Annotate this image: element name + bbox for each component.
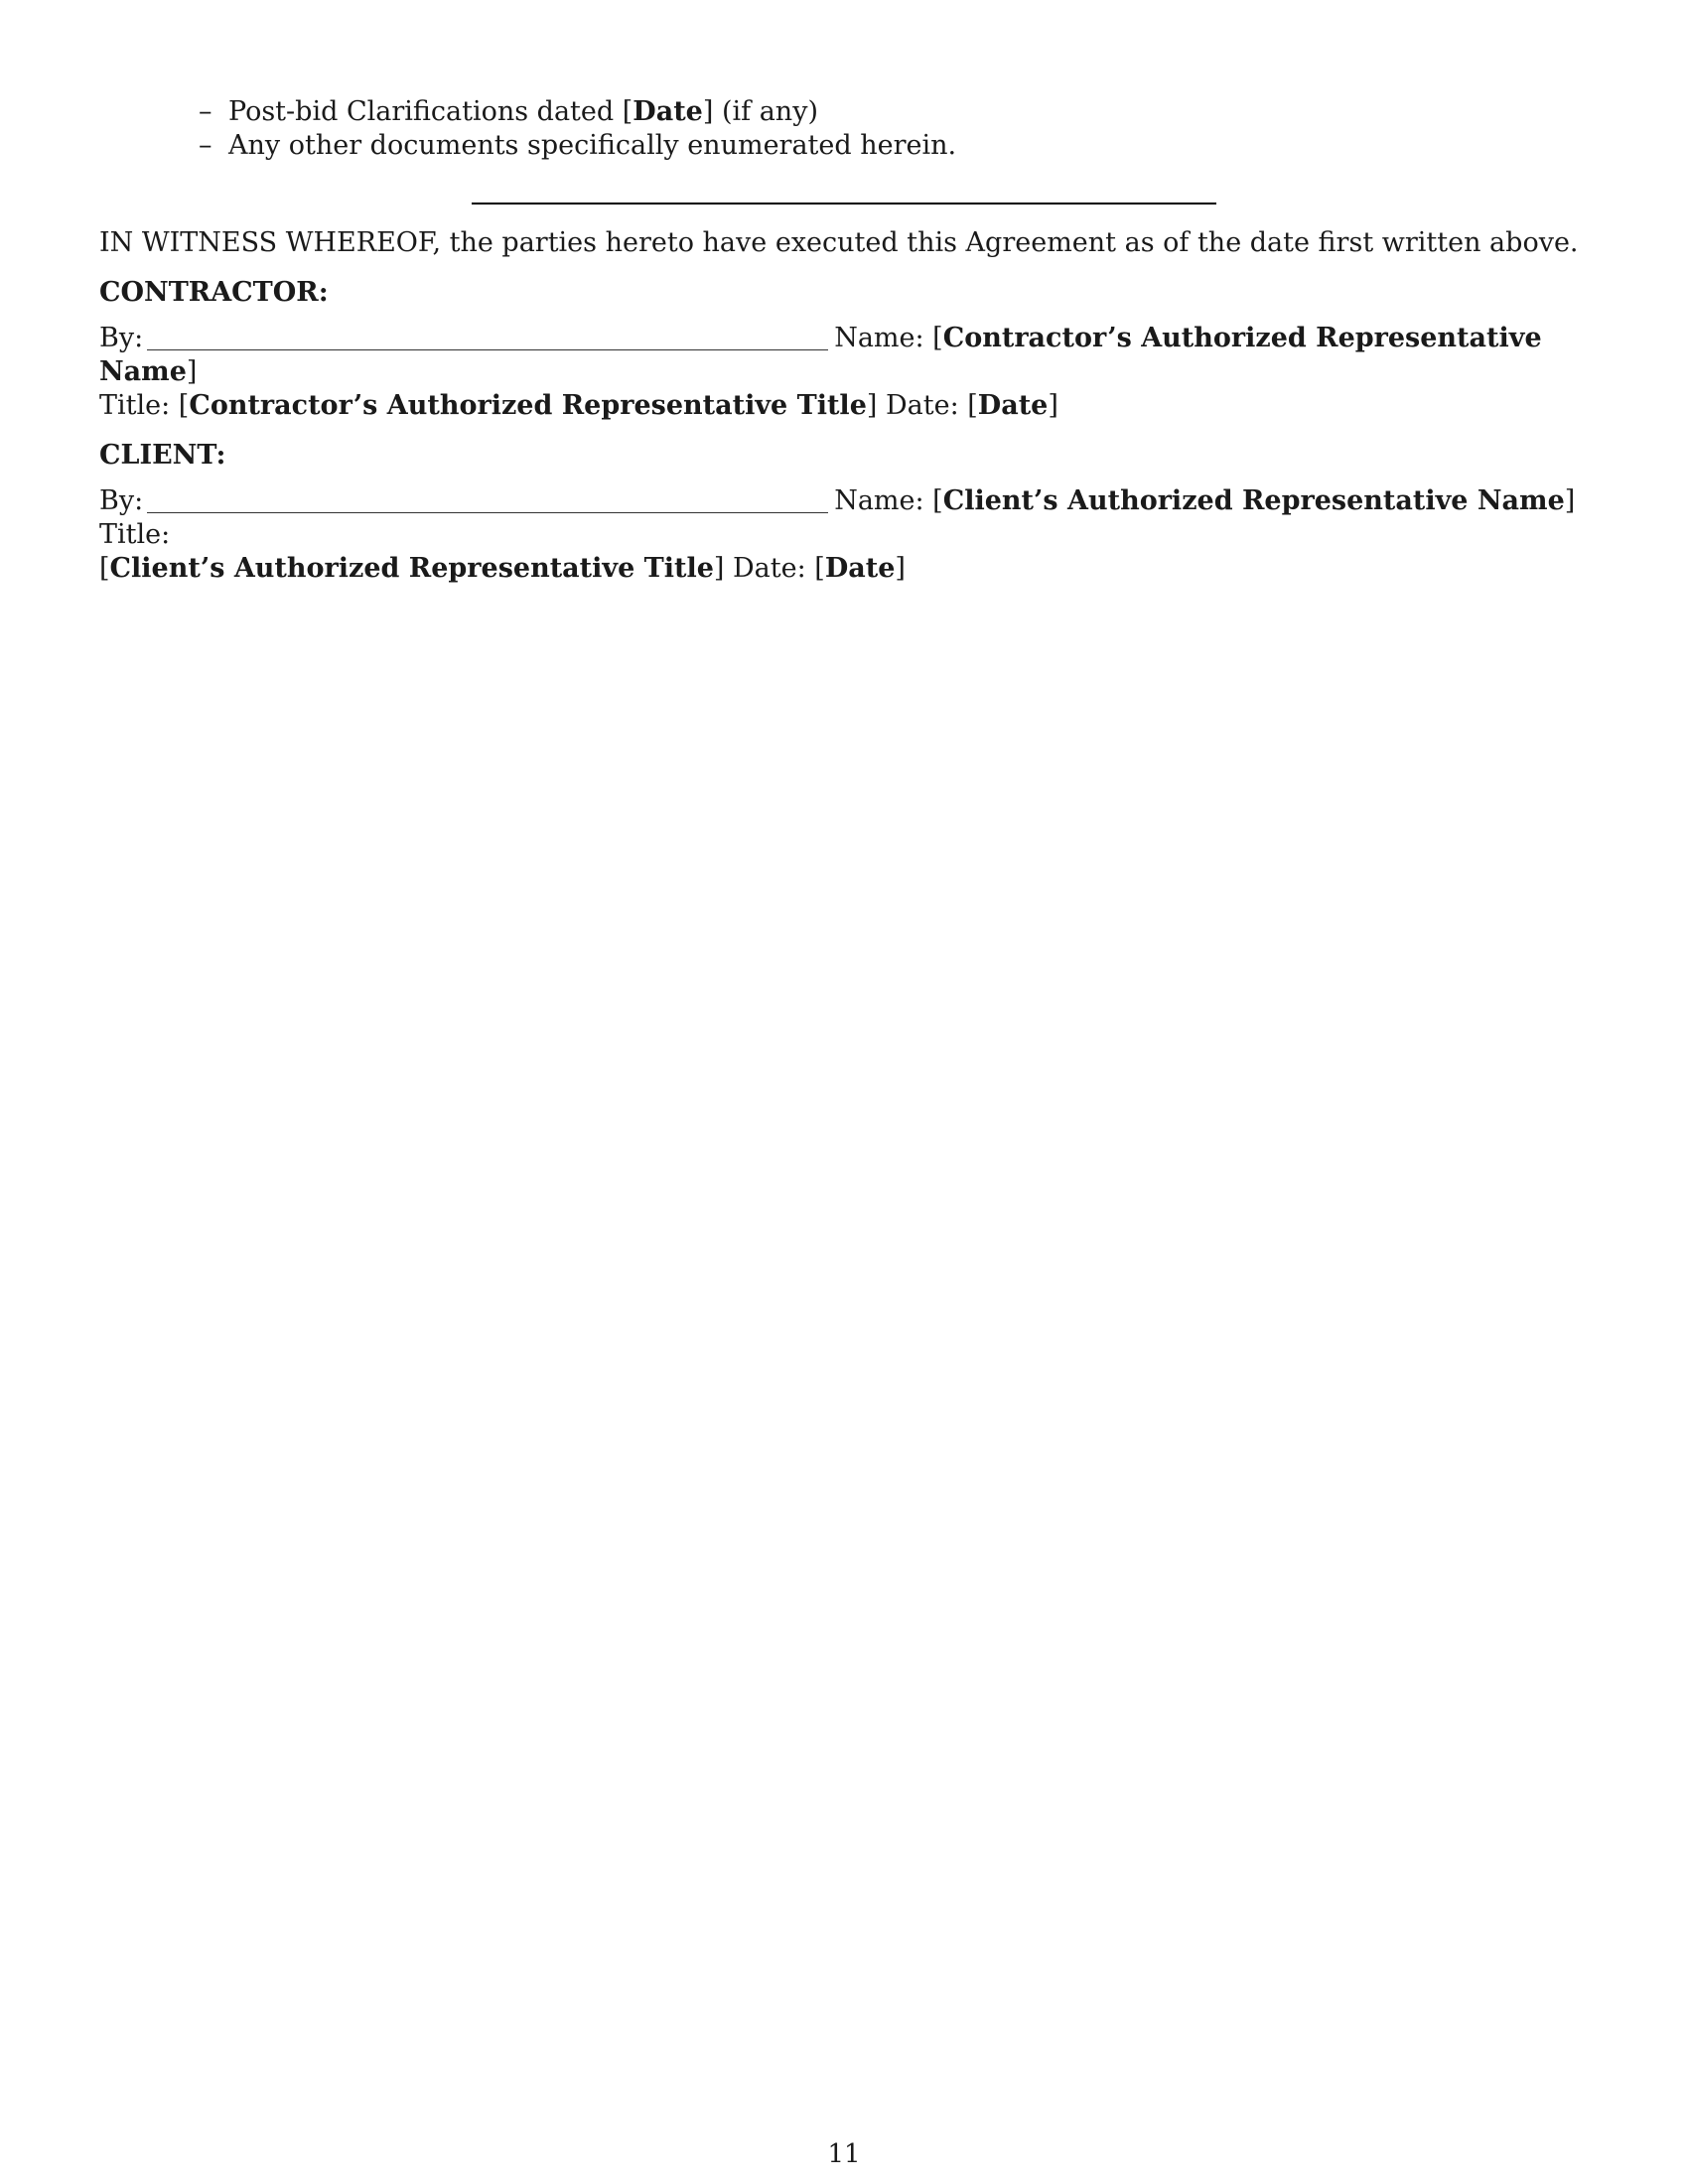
contractor-heading: CONTRACTOR: — [99, 277, 329, 308]
client-heading: CLIENT: — [99, 440, 226, 471]
list-dash: – — [199, 96, 212, 127]
by-label: By: — [99, 485, 144, 516]
signature-line — [147, 486, 828, 513]
document-page — [99, 95, 1589, 586]
client-signature-block — [99, 484, 1589, 586]
list-dash: – — [199, 130, 212, 161]
document-list — [99, 95, 1589, 163]
contractor-signature-block — [99, 322, 1589, 423]
representative-name: Contractor’s Authorized Representative Name — [99, 323, 1542, 387]
name-label: Name: [ — [834, 485, 943, 516]
bracket-open: [ — [99, 553, 110, 584]
bracket-close: ] — [895, 553, 906, 584]
list-item — [199, 129, 1589, 163]
signature-date: Date — [824, 553, 896, 584]
witness-clause: IN WITNESS WHEREOF, the parties hereto have executed this Agreement as of the date first written above. — [99, 227, 1579, 258]
representative-title: Client’s Authorized Representative Title — [109, 553, 714, 584]
title-label: ] Title: — [99, 485, 1576, 550]
date-label: ] Date: [ — [866, 390, 978, 421]
signature-date: Date — [977, 390, 1049, 421]
by-label: By: — [99, 323, 144, 353]
representative-name: Client’s Authorized Representative Name — [942, 485, 1565, 516]
page-number: 11 — [827, 2139, 861, 2169]
title-label: Title: [ — [99, 390, 190, 421]
list-item-text: ] (if any) — [702, 96, 818, 127]
list-item — [199, 95, 1589, 129]
bracket-close: ] — [186, 356, 198, 387]
horizontal-divider — [472, 203, 1216, 205]
placeholder-date: Date — [633, 96, 703, 127]
list-item-text: Post-bid Clarifications dated [ — [228, 96, 633, 127]
bracket-close: ] — [1048, 390, 1058, 421]
representative-title: Contractor’s Authorized Representative Title — [189, 390, 867, 421]
name-label: Name: [ — [834, 323, 943, 353]
date-label: ] Date: [ — [713, 553, 825, 584]
signature-line — [147, 324, 828, 350]
list-item-text: Any other documents specifically enumerated herein. — [228, 130, 957, 161]
